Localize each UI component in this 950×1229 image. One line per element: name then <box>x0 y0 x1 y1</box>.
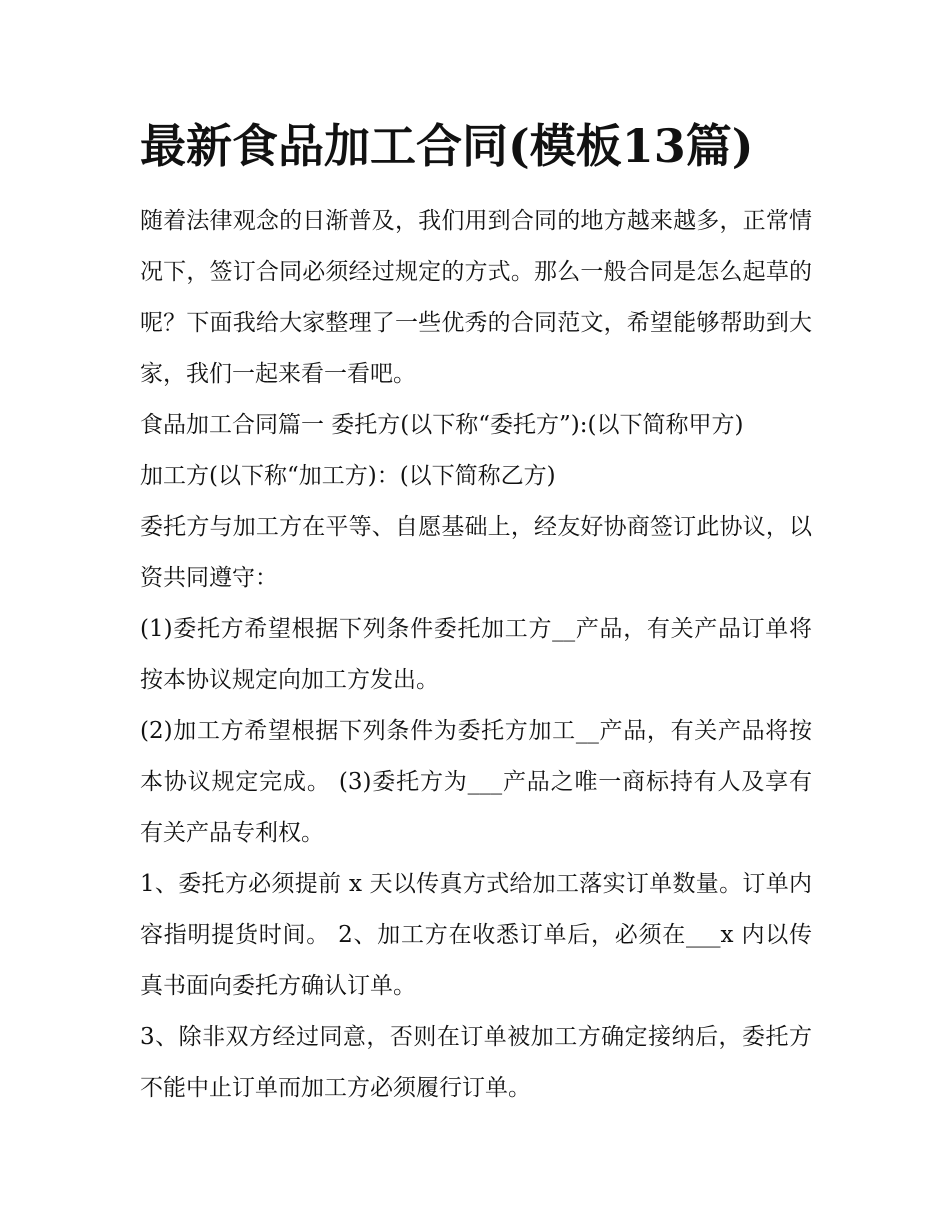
paragraph-agreement-basis: 委托方与加工方在平等、自愿基础上，经友好协商签订此协议，以资共同遵守： <box>140 514 812 591</box>
paragraph-order-terms: 1、委托方必须提前 x 天以传真方式给加工落实订单数量。订单内容指明提货时间。 2、加工方在收悉订单后，必须在___x 内以传真书面向委托方确认订单。 <box>140 871 812 999</box>
paragraph-clause-1: (1)委托方希望根据下列条件委托加工方__产品，有关产品订单将按本协议规定向加工方发出。 <box>140 616 812 693</box>
paragraph-processor-party: 加工方(以下称“加工方)：(以下简称乙方) <box>140 463 556 489</box>
paragraph-clause-2-3: (2)加工方希望根据下列条件为委托方加工__产品，有关产品将按本协议规定完成。 (3)委托方为___产品之唯一商标持有人及享有有关产品专利权。 <box>140 718 812 846</box>
paragraph-intro: 随着法律观念的日渐普及，我们用到合同的地方越来越多，正常情况下，签订合同必须经过规定的方式。那么一般合同是怎么起草的呢？下面我给大家整理了一些优秀的合同范文，希望能够帮助到大家，我们一起来看一看吧。 <box>140 208 812 387</box>
paragraph-client-party: 食品加工合同篇一 委托方(以下称“委托方”):(以下简称甲方) <box>140 412 744 438</box>
paragraph-order-binding: 3、除非双方经过同意，否则在订单被加工方确定接纳后，委托方不能中止订单而加工方必须履行订单。 <box>140 1024 812 1101</box>
document-title: 最新食品加工合同(模板13篇) <box>140 119 754 173</box>
document-body <box>140 196 812 1114</box>
